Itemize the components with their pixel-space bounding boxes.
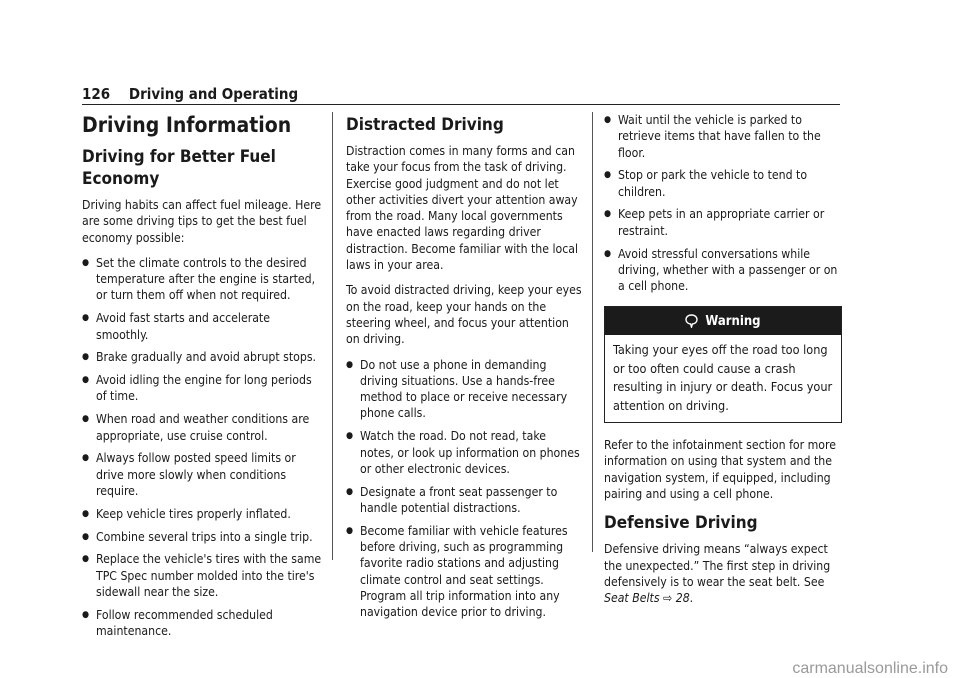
warning-speech-bubble-icon [685,314,698,328]
distracted-tips-list-continued [604,112,842,294]
list-item: ● Keep pets in an appropriate carrier or restraint. [604,207,825,238]
bullet-icon: ● [82,609,90,620]
bullet-icon: ● [604,209,612,220]
list-item: ● Stop or park the vehicle to tend to children. [604,168,808,199]
list-item: ● Replace the vehicle's tires with the same TPC Spec number molded into the tire's sidewall near the size. [82,552,322,599]
bullet-icon: ● [82,375,90,386]
distracted-para-1: Distraction comes in many forms and can take your focus from the task of driving. Exercise good judgment and do not let other activities divert your attention away from the road. Many local governments have enacted laws regarding driver distraction. Become familiar with the local laws in your area. [346,144,579,273]
bullet-icon: ● [82,453,90,464]
list-item: ● Set the climate controls to the desired temperature after the engine is started, or turn them off when not required. [82,255,316,303]
list-item: ● Combine several trips into a single trip. [82,529,313,544]
bullet-icon: ● [82,257,90,268]
column-3 [604,112,842,615]
bullet-icon: ● [82,352,90,363]
page-ref-arrow-icon: ⇨ [663,591,673,606]
page-header [82,84,840,105]
list-item: ● Do not use a phone in demanding driving situations. Use a hands-free method to place or receive necessary phone calls. [346,357,568,421]
list-item: ● Designate a front seat passenger to handle potential distractions. [346,484,558,515]
column-divider-2 [592,112,593,552]
bullet-icon: ● [82,554,90,565]
defensive-driving-para: Defensive driving means “always expect the unexpected.” The first step in driving defensively is to wear the seat belt. See Seat Belts ⇨ 28. [604,542,831,606]
bullet-icon: ● [604,170,612,181]
warning-text: Taking your eyes off the road too long or too often could cause a crash resulting in injury or death. Focus your attention on driving. [613,342,833,413]
list-item: ● Brake gradually and avoid abrupt stops. [82,350,317,365]
bullet-icon: ● [82,414,90,425]
distracted-driving-heading: Distracted Driving [346,115,504,135]
section-title: Driving and Operating [128,85,299,103]
column-2 [346,112,582,627]
list-item: ● When road and weather conditions are appropriate, use cruise control. [82,412,310,443]
bullet-icon: ● [346,359,354,370]
infotainment-reference: Refer to the infotainment section for more information on using that system and the navigation system, if equipped, including pairing and using a cell phone. [604,438,836,501]
list-item: ● Keep vehicle tires properly inflated. [82,506,291,521]
seat-belts-link[interactable]: Seat Belts ⇨ 28 [604,591,690,606]
bullet-icon: ● [346,431,354,442]
list-item: ● Become familiar with vehicle features before driving, such as programming favorite radio stations and adjusting climate control and seat settings. Program all trip information into any navigation device prior to driving. [346,523,568,620]
column-divider-1 [332,112,333,560]
warning-label: Warning [705,313,761,329]
distracted-para-2: To avoid distracted driving, keep your eyes on the road, keep your hands on the steering wheel, and focus your attention on driving. [346,283,582,347]
bullet-icon: ● [82,508,90,519]
list-item: ● Avoid fast starts and accelerate smoothly. [82,311,270,342]
page-title: Driving Information [82,113,292,137]
bullet-icon: ● [346,486,354,497]
defensive-driving-heading: Defensive Driving [604,513,758,534]
fuel-economy-intro: Driving habits can affect fuel mileage. Here are some driving tips to get the best fuel economy possible: [82,198,322,245]
warning-header [605,307,841,335]
bullet-icon: ● [604,248,612,259]
distracted-tips-list [346,357,582,621]
list-item: ● Always follow posted speed limits or drive more slowly when conditions require. [82,451,296,498]
list-item: ● Follow recommended scheduled maintenance. [82,607,273,639]
fuel-economy-heading: Driving for Better Fuel Economy [82,147,276,189]
list-item: ● Wait until the vehicle is parked to retrieve items that have fallen to the floor. [604,113,821,160]
page-number: 126 [82,85,111,103]
column-1 [82,112,322,646]
bullet-icon: ● [82,531,90,542]
bullet-icon: ● [346,525,354,536]
list-item: ● Avoid idling the engine for long periods of time. [82,373,312,404]
fuel-tips-list [82,255,322,639]
watermark: carmanualsonline.info [792,660,948,677]
list-item: ● Avoid stressful conversations while driving, whether with a passenger or on a cell phone. [604,246,838,294]
bullet-icon: ● [604,115,612,125]
warning-box [604,306,842,423]
list-item: ● Watch the road. Do not read, take notes, or look up information on phones or other electronic devices. [346,429,580,476]
bullet-icon: ● [82,313,90,324]
